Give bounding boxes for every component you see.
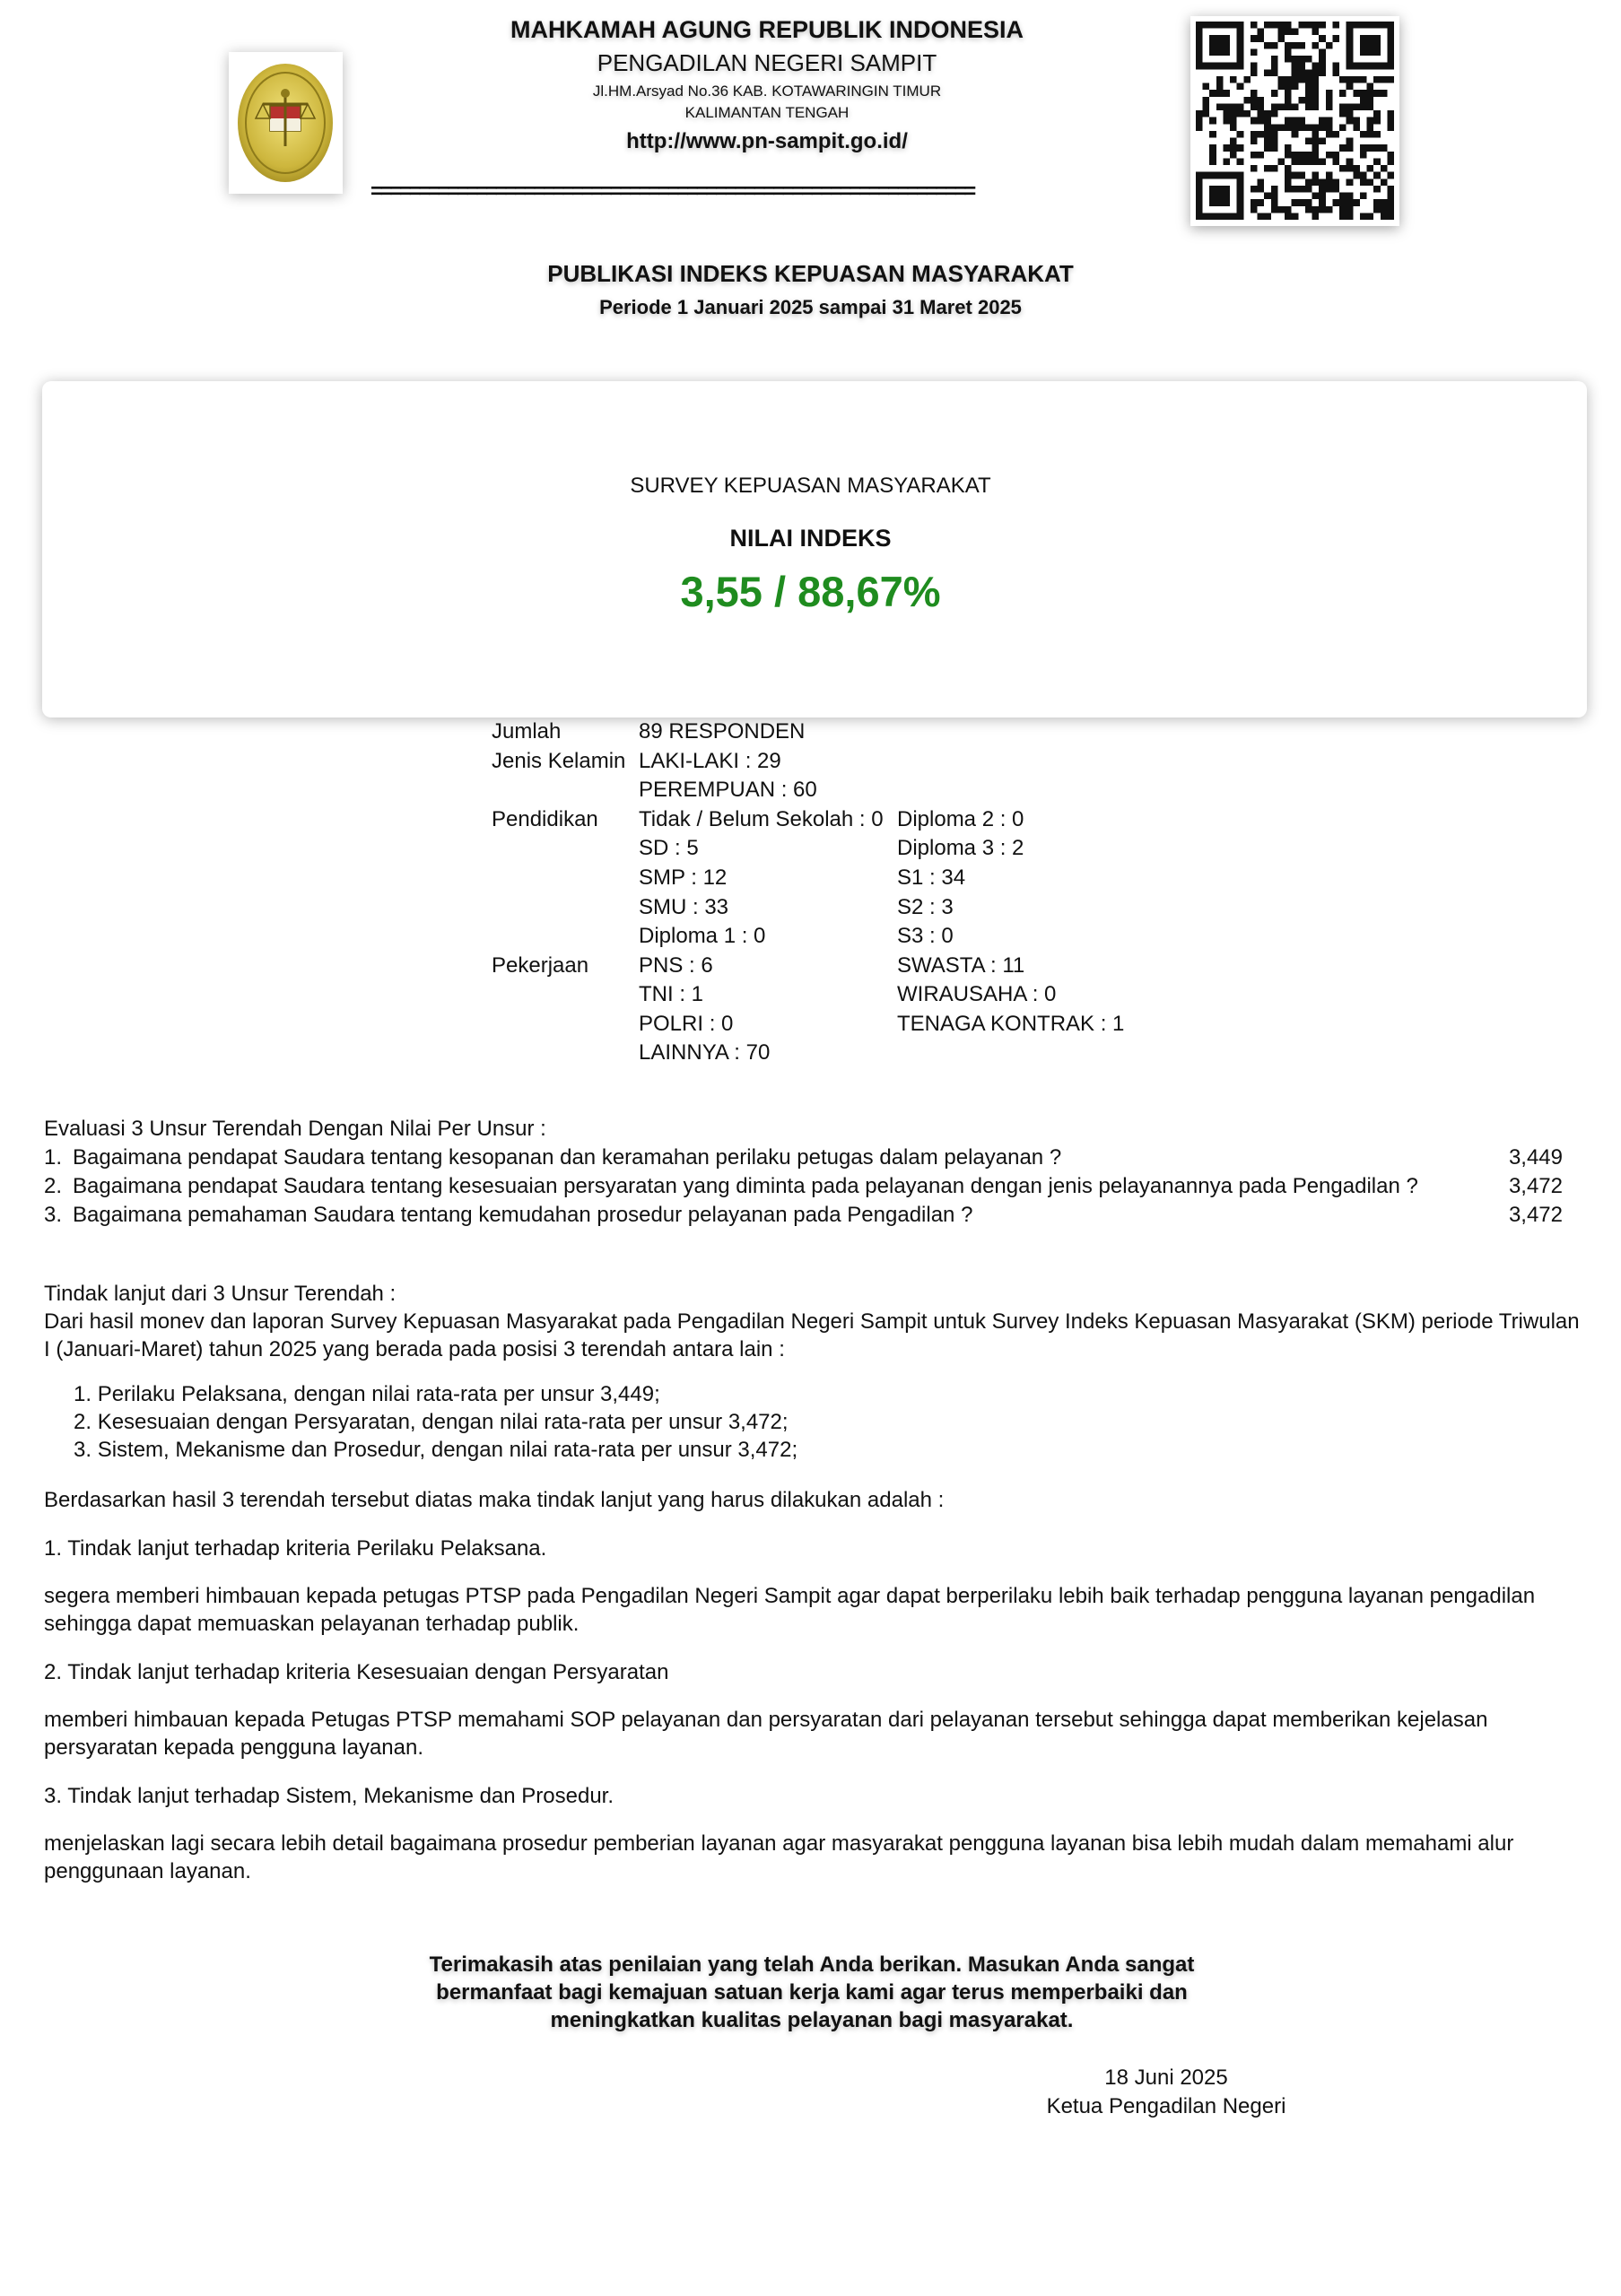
- job-label: Pekerjaan: [492, 953, 589, 978]
- publication-title: PUBLIKASI INDEKS KEPUASAN MASYARAKAT: [547, 260, 1074, 287]
- survey-label: SURVEY KEPUASAN MASYARAKAT: [630, 474, 991, 498]
- job-item: WIRAUSAHA : 0: [897, 982, 1057, 1006]
- action-1-title: 1. Tindak lanjut terhadap kriteria Perilaku Pelaksana.: [44, 1536, 547, 1561]
- qr-code-icon: [1196, 22, 1394, 220]
- evaluation-item-text: Bagaimana pendapat Saudara tentang kesesuaian persyaratan yang diminta pada pelayanan dengan jenis pelayanannya pada Pengadilan ?: [73, 1174, 1418, 1198]
- gender-female: PEREMPUAN : 60: [639, 778, 817, 802]
- education-item: S2 : 3: [897, 895, 954, 919]
- followup-intro: Dari hasil monev dan laporan Survey Kepuasan Masyarakat pada Pengadilan Negeri Sampit untuk Survey Indeks Kepuasan Masyarakat (SKM) periode Triwulan I (Januari-Maret) tahun 2025 yang berada pada posisi 3 terendah antara lain :: [44, 1309, 1580, 1361]
- organization-name: MAHKAMAH AGUNG REPUBLIK INDONESIA: [510, 16, 1024, 43]
- education-item: SMU : 33: [639, 895, 729, 919]
- qr-frame: [1190, 16, 1399, 226]
- closing-line: meningkatkan kualitas pelayanan bagi masyarakat.: [550, 2008, 1074, 2032]
- education-item: SD : 5: [639, 836, 699, 860]
- education-item: Diploma 2 : 0: [897, 807, 1024, 831]
- index-label: NILAI INDEKS: [729, 525, 892, 552]
- action-2-text: memberi himbauan kepada Petugas PTSP memahami SOP pelayanan dan persyaratan dari pelayanan tersebut sehingga dapat memberikan kejelasan persyaratan kepada pengguna layanan.: [44, 1708, 1488, 1760]
- letterhead: [359, 16, 1175, 154]
- job-item: POLRI : 0: [639, 1012, 734, 1036]
- education-item: SMP : 12: [639, 865, 728, 890]
- closing-line: Terimakasih atas penilaian yang telah Anda berikan. Masukan Anda sangat: [429, 1952, 1195, 1977]
- respondent-count-value: 89 RESPONDEN: [639, 719, 806, 744]
- evaluation-heading: Evaluasi 3 Unsur Terendah Dengan Nilai Per Unsur :: [44, 1117, 546, 1141]
- evaluation-item-number: 3.: [44, 1203, 63, 1227]
- action-3-text: menjelaskan lagi secara lebih detail bagaimana prosedur pemberian layanan agar masyarakat pengguna layanan bisa lebih mudah dalam memahami alur penggunaan layanan.: [44, 1831, 1514, 1883]
- followup-heading: Tindak lanjut dari 3 Unsur Terendah :: [44, 1282, 397, 1306]
- action-2-title: 2. Tindak lanjut terhadap kriteria Kesesuaian dengan Persyaratan: [44, 1660, 669, 1684]
- action-3-title: 3. Tindak lanjut terhadap Sistem, Mekanisme dan Prosedur.: [44, 1784, 614, 1808]
- education-item: Diploma 1 : 0: [639, 924, 766, 948]
- respondent-count-label: Jumlah: [492, 719, 562, 744]
- job-item: TENAGA KONTRAK : 1: [897, 1012, 1125, 1036]
- action-1-text: segera memberi himbauan kepada petugas PTSP pada Pengadilan Negeri Sampit agar dapat berperilaku lebih baik terhadap pengguna layanan pengadilan sehingga dapat memuaskan pelayanan terhadap publik.: [44, 1584, 1536, 1636]
- court-seal-icon: [236, 61, 335, 185]
- gender-male: LAKI-LAKI : 29: [639, 749, 781, 773]
- evaluation-item-text: Bagaimana pendapat Saudara tentang kesopanan dan keramahan perilaku petugas dalam pelayanan ?: [73, 1145, 1062, 1170]
- evaluation-item-value: 3,449: [1508, 1145, 1563, 1170]
- evaluation-item-value: 3,472: [1508, 1174, 1563, 1198]
- closing-message: [359, 1951, 1265, 2034]
- signature-title: Ketua Pengadilan Negeri: [1046, 2094, 1286, 2118]
- gender-label: Jenis Kelamin: [492, 749, 626, 773]
- evaluation-item-number: 1.: [44, 1145, 63, 1170]
- followup-basis: Berdasarkan hasil 3 terendah tersebut diatas maka tindak lanjut yang harus dilakukan adalah :: [44, 1488, 945, 1512]
- education-item: S1 : 34: [897, 865, 966, 890]
- followup-list-item: 1. Perilaku Pelaksana, dengan nilai rata-rata per unsur 3,449;: [74, 1382, 660, 1406]
- education-item: S3 : 0: [897, 924, 954, 948]
- job-item: LAINNYA : 70: [639, 1040, 771, 1065]
- court-name: PENGADILAN NEGERI SAMPIT: [597, 49, 937, 76]
- followup-list-item: 3. Sistem, Mekanisme dan Prosedur, dengan nilai rata-rata per unsur 3,472;: [74, 1438, 798, 1462]
- job-item: SWASTA : 11: [897, 953, 1025, 978]
- evaluation-item-text: Bagaimana pemahaman Saudara tentang kemudahan prosedur pelayanan pada Pengadilan ?: [73, 1203, 973, 1227]
- address-line-2: KALIMANTAN TENGAH: [684, 104, 850, 121]
- education-item: Tidak / Belum Sekolah : 0: [639, 807, 884, 831]
- followup-list-item: 2. Kesesuaian dengan Persyaratan, dengan nilai rata-rata per unsur 3,472;: [74, 1410, 789, 1434]
- index-value: 3,55 / 88,67%: [680, 568, 941, 615]
- website-link[interactable]: http://www.pn-sampit.go.id/: [626, 129, 908, 153]
- job-item: PNS : 6: [639, 953, 713, 978]
- evaluation-item-number: 2.: [44, 1174, 63, 1198]
- header-divider: ===============================================================: [370, 179, 973, 204]
- address-line-1: Jl.HM.Arsyad No.36 KAB. KOTAWARINGIN TIMUR: [592, 83, 942, 100]
- signature-date: 18 Juni 2025: [1104, 2066, 1228, 2090]
- education-label: Pendidikan: [492, 807, 598, 831]
- court-logo-frame: [229, 52, 343, 194]
- publication-period: Periode 1 Januari 2025 sampai 31 Maret 2025: [599, 296, 1022, 318]
- evaluation-item-value: 3,472: [1508, 1203, 1563, 1227]
- job-item: TNI : 1: [639, 982, 704, 1006]
- closing-line: bermanfaat bagi kemajuan satuan kerja kami agar terus memperbaiki dan: [436, 1980, 1188, 2005]
- education-item: Diploma 3 : 2: [897, 836, 1024, 860]
